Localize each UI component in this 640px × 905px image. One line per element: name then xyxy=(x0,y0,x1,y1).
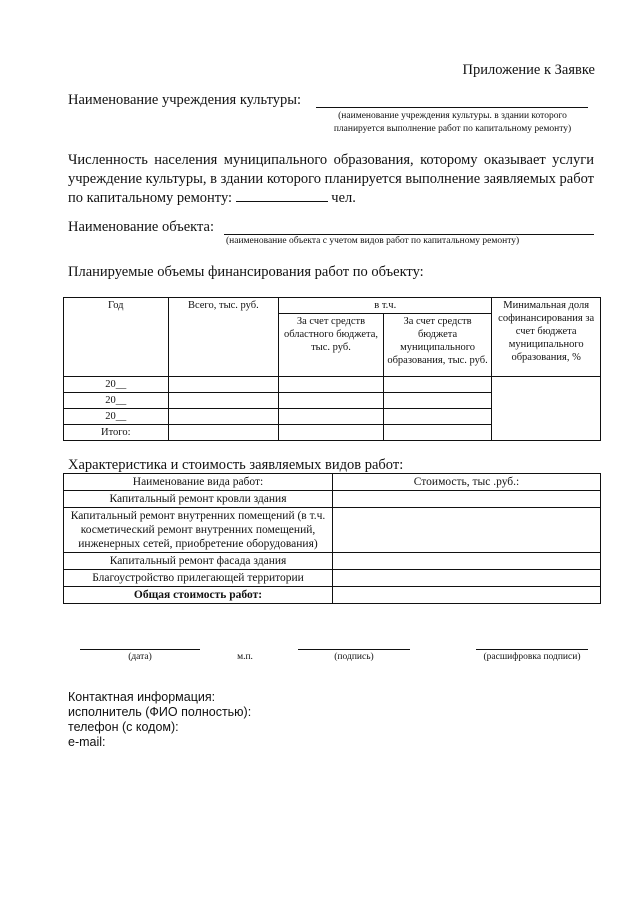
characteristics-title: Характеристика и стоимость заявляемых видов работ: xyxy=(68,457,404,473)
header-including: в т.ч. xyxy=(279,298,492,314)
institution-hint xyxy=(300,110,605,136)
year-cell-total: Итого: xyxy=(64,425,169,441)
regional-cell-3[interactable] xyxy=(279,409,384,425)
signature-label: (подпись) xyxy=(334,652,374,662)
population-text: Численность населения муниципального образования, которому оказывает услуги учреждение культуры, в здании которого планируется выполнение заявляемых работ по капитальному ремонту: xyxy=(68,152,594,206)
total-cell-1[interactable] xyxy=(168,377,279,393)
object-input-line[interactable] xyxy=(224,234,594,235)
header-municipal: За счет средств бюджета муниципального образования, тыс. руб. xyxy=(383,314,492,377)
header-year: Год xyxy=(64,298,169,377)
regional-cell-1[interactable] xyxy=(279,377,384,393)
population-paragraph xyxy=(68,151,594,208)
contacts-executor: исполнитель (ФИО полностью): xyxy=(68,705,252,719)
municipal-cell-sum[interactable] xyxy=(383,425,492,441)
stamp-label: м.п. xyxy=(237,652,253,662)
year-cell-1: 20__ xyxy=(64,377,169,393)
regional-cell-sum[interactable] xyxy=(279,425,384,441)
header-share: Минимальная доля софинансирования за счет бюджета муниципального образования, % xyxy=(492,298,601,377)
population-input-line[interactable] xyxy=(236,189,328,202)
date-label: (дата) xyxy=(128,652,152,662)
total-cell-3[interactable] xyxy=(168,409,279,425)
decoding-label: (расшифровка подписи) xyxy=(483,652,581,662)
contacts-phone: телефон (с кодом): xyxy=(68,720,179,734)
total-cell-sum[interactable] xyxy=(168,425,279,441)
year-cell-3: 20__ xyxy=(64,409,169,425)
object-hint: (наименование объекта с учетом видов работ по капитальному ремонту) xyxy=(226,236,520,246)
financing-title: Планируемые объемы финансирования работ по объекту: xyxy=(68,264,424,280)
institution-hint-line2: планируется выполнение работ по капитальному ремонту) xyxy=(333,124,572,134)
year-cell-2: 20__ xyxy=(64,393,169,409)
work-row-landscaping: Благоустройство прилегающей территории xyxy=(64,570,333,587)
cost-cell-roof[interactable] xyxy=(333,491,601,508)
work-row-roof: Капитальный ремонт кровли здания xyxy=(64,491,333,508)
cost-cell-landscaping[interactable] xyxy=(333,570,601,587)
cost-cell-total[interactable] xyxy=(333,587,601,604)
appendix-heading: Приложение к Заявке xyxy=(462,62,595,78)
total-cell-2[interactable] xyxy=(168,393,279,409)
municipal-cell-3[interactable] xyxy=(383,409,492,425)
work-row-facade: Капитальный ремонт фасада здания xyxy=(64,553,333,570)
header-regional: За счет средств областного бюджета, тыс. руб. xyxy=(279,314,384,377)
cost-cell-facade[interactable] xyxy=(333,553,601,570)
work-row-interior: Капитальный ремонт внутренних помещений (в т.ч. косметический ремонт внутренних помещений, инженерных сетей, приобретение оборудования) xyxy=(64,508,333,553)
institution-input-line[interactable] xyxy=(316,107,588,108)
work-row-total: Общая стоимость работ: xyxy=(64,587,333,604)
contacts-title: Контактная информация: xyxy=(68,690,216,704)
object-label: Наименование объекта: xyxy=(68,219,214,235)
municipal-cell-1[interactable] xyxy=(383,377,492,393)
financing-table xyxy=(63,297,601,441)
contacts-block xyxy=(68,690,251,750)
date-line[interactable] xyxy=(80,649,200,650)
header-work-name: Наименование вида работ: xyxy=(64,474,333,491)
share-cell[interactable] xyxy=(492,377,601,441)
institution-hint-line1: (наименование учреждения культуры. в здании которого xyxy=(338,111,567,121)
population-unit: чел. xyxy=(331,190,356,206)
municipal-cell-2[interactable] xyxy=(383,393,492,409)
contacts-email: e-mail: xyxy=(68,735,106,749)
header-total: Всего, тыс. руб. xyxy=(168,298,279,377)
cost-cell-interior[interactable] xyxy=(333,508,601,553)
characteristics-table xyxy=(63,473,601,604)
signature-line[interactable] xyxy=(298,649,410,650)
institution-label: Наименование учреждения культуры: xyxy=(68,92,301,108)
decoding-line[interactable] xyxy=(476,649,588,650)
header-work-cost: Стоимость, тыс .руб.: xyxy=(333,474,601,491)
regional-cell-2[interactable] xyxy=(279,393,384,409)
